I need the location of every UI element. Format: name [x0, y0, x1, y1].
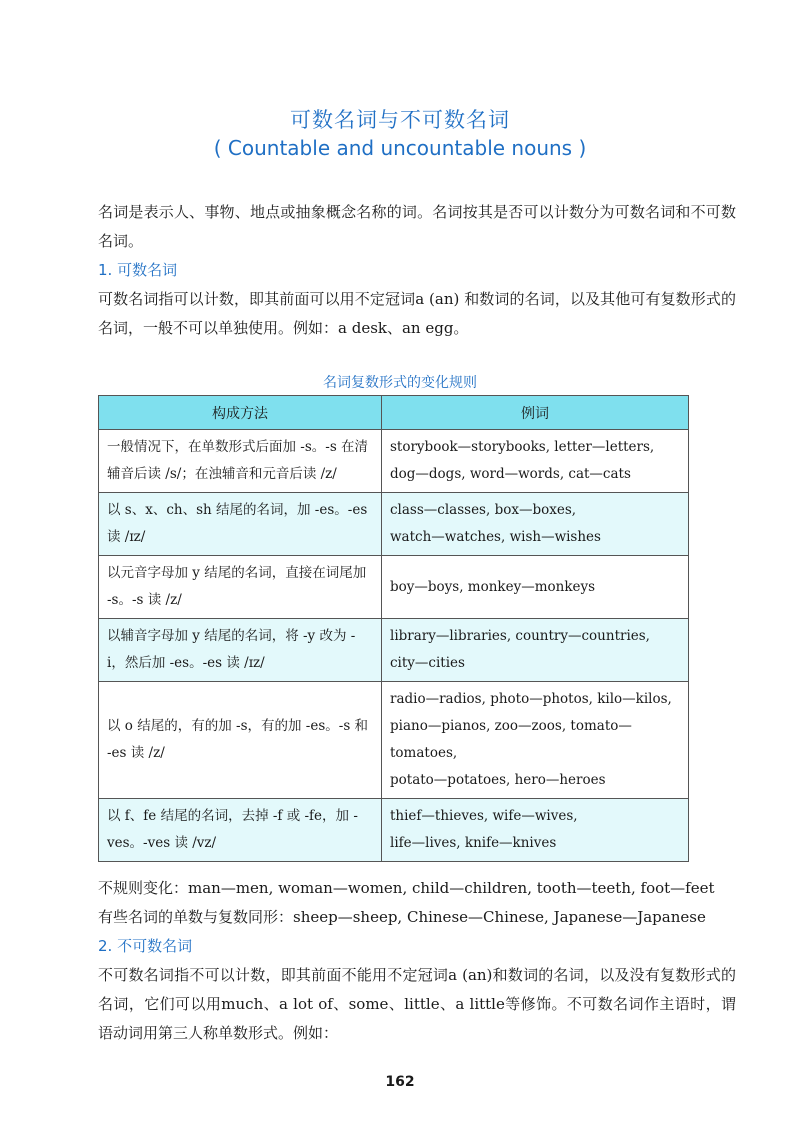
rule-method: 以辅音字母加 y 结尾的名词，将 -y 改为 -i，然后加 -es。-es 读 /ɪz/ — [99, 619, 382, 682]
table-row — [99, 619, 689, 682]
table-row — [99, 799, 689, 862]
irregular-text: 不规则变化：man—men, woman—women, child—children, tooth—teeth, foot—feet — [98, 879, 715, 897]
page-number: 162 — [385, 1074, 415, 1090]
rule-method: 以元音字母加 y 结尾的名词，直接在词尾加 -s。-s 读 /z/ — [99, 556, 382, 619]
table-title: 名词复数形式的变化规则 — [323, 375, 477, 391]
section-2-text: 不可数名词指不可以计数，即其前面不能用不定冠词a (an)和数词的名词，以及没有复数形式的名词，它们可以用much、a lot of、some、little、a little等修饰。不可数名词作主语时，谓语动词用第三人称单数形式。例如： — [98, 966, 736, 1042]
rule-examples — [382, 493, 689, 556]
table-header-row — [99, 396, 689, 430]
rule-method: 以 o 结尾的，有的加 -s，有的加 -es。-s 和 -es 读 /z/ — [99, 682, 382, 799]
table-row — [99, 493, 689, 556]
page-title-english: ( Countable and uncountable nouns ) — [213, 136, 587, 160]
rule-examples — [382, 682, 689, 799]
example-line: city—cities — [390, 655, 465, 671]
intro-paragraph — [66, 198, 736, 256]
same-form-text: 有些名词的单数与复数同形：sheep—sheep, Chinese—Chinese, Japanese—Japanese — [98, 908, 706, 926]
example-line: life—lives, knife—knives — [390, 835, 557, 851]
section-2-heading: 2. 不可数名词 — [98, 937, 193, 955]
table-row — [99, 430, 689, 493]
table-row — [99, 682, 689, 799]
example-line: class—classes, box—boxes, — [390, 502, 577, 518]
example-line: storybook—storybooks, letter—letters, — [390, 439, 655, 455]
column-header-examples: 例词 — [382, 396, 689, 430]
section-1-paragraph — [66, 285, 736, 343]
intro-text: 名词是表示人、事物、地点或抽象概念名称的词。名词按其是否可以计数分为可数名词和不可数名词。 — [98, 203, 736, 250]
example-line: thief—thieves, wife—wives, — [390, 808, 578, 824]
section-1-text: 可数名词指可以计数，即其前面可以用不定冠词a (an) 和数词的名词，以及其他可有复数形式的名词，一般不可以单独使用。例如：a desk、an egg。 — [98, 290, 736, 337]
example-line: piano—pianos, zoo—zoos, tomato—tomatoes, — [390, 718, 632, 761]
example-line: boy—boys, monkey—monkeys — [390, 578, 596, 595]
rule-method: 一般情况下，在单数形式后面加 -s。-s 在清辅音后读 /s/；在浊辅音和元音后读 /z/ — [99, 430, 382, 493]
irregular-paragraph — [66, 874, 736, 903]
example-line: watch—watches, wish—wishes — [390, 529, 601, 545]
section-2-paragraph — [66, 961, 736, 1048]
example-line: library—libraries, country—countries, — [390, 628, 650, 644]
rule-method: 以 s、x、ch、sh 结尾的名词，加 -es。-es 读 /ɪz/ — [99, 493, 382, 556]
section-1-heading: 1. 可数名词 — [98, 261, 178, 279]
example-line: dog—dogs, word—words, cat—cats — [390, 466, 631, 482]
table-row — [99, 556, 689, 619]
column-header-method: 构成方法 — [99, 396, 382, 430]
rule-method: 以 f、fe 结尾的名词，去掉 -f 或 -fe，加 -ves。-ves 读 /vz/ — [99, 799, 382, 862]
example-line: potato—potatoes, hero—heroes — [390, 772, 606, 788]
rule-examples — [382, 799, 689, 862]
example-line: radio—radios, photo—photos, kilo—kilos, — [390, 691, 672, 707]
plural-rules-table — [98, 395, 689, 862]
rule-examples — [382, 556, 689, 619]
rule-examples — [382, 619, 689, 682]
page-title-chinese: 可数名词与不可数名词 — [290, 108, 510, 132]
rule-examples — [382, 430, 689, 493]
same-form-paragraph — [66, 903, 736, 932]
